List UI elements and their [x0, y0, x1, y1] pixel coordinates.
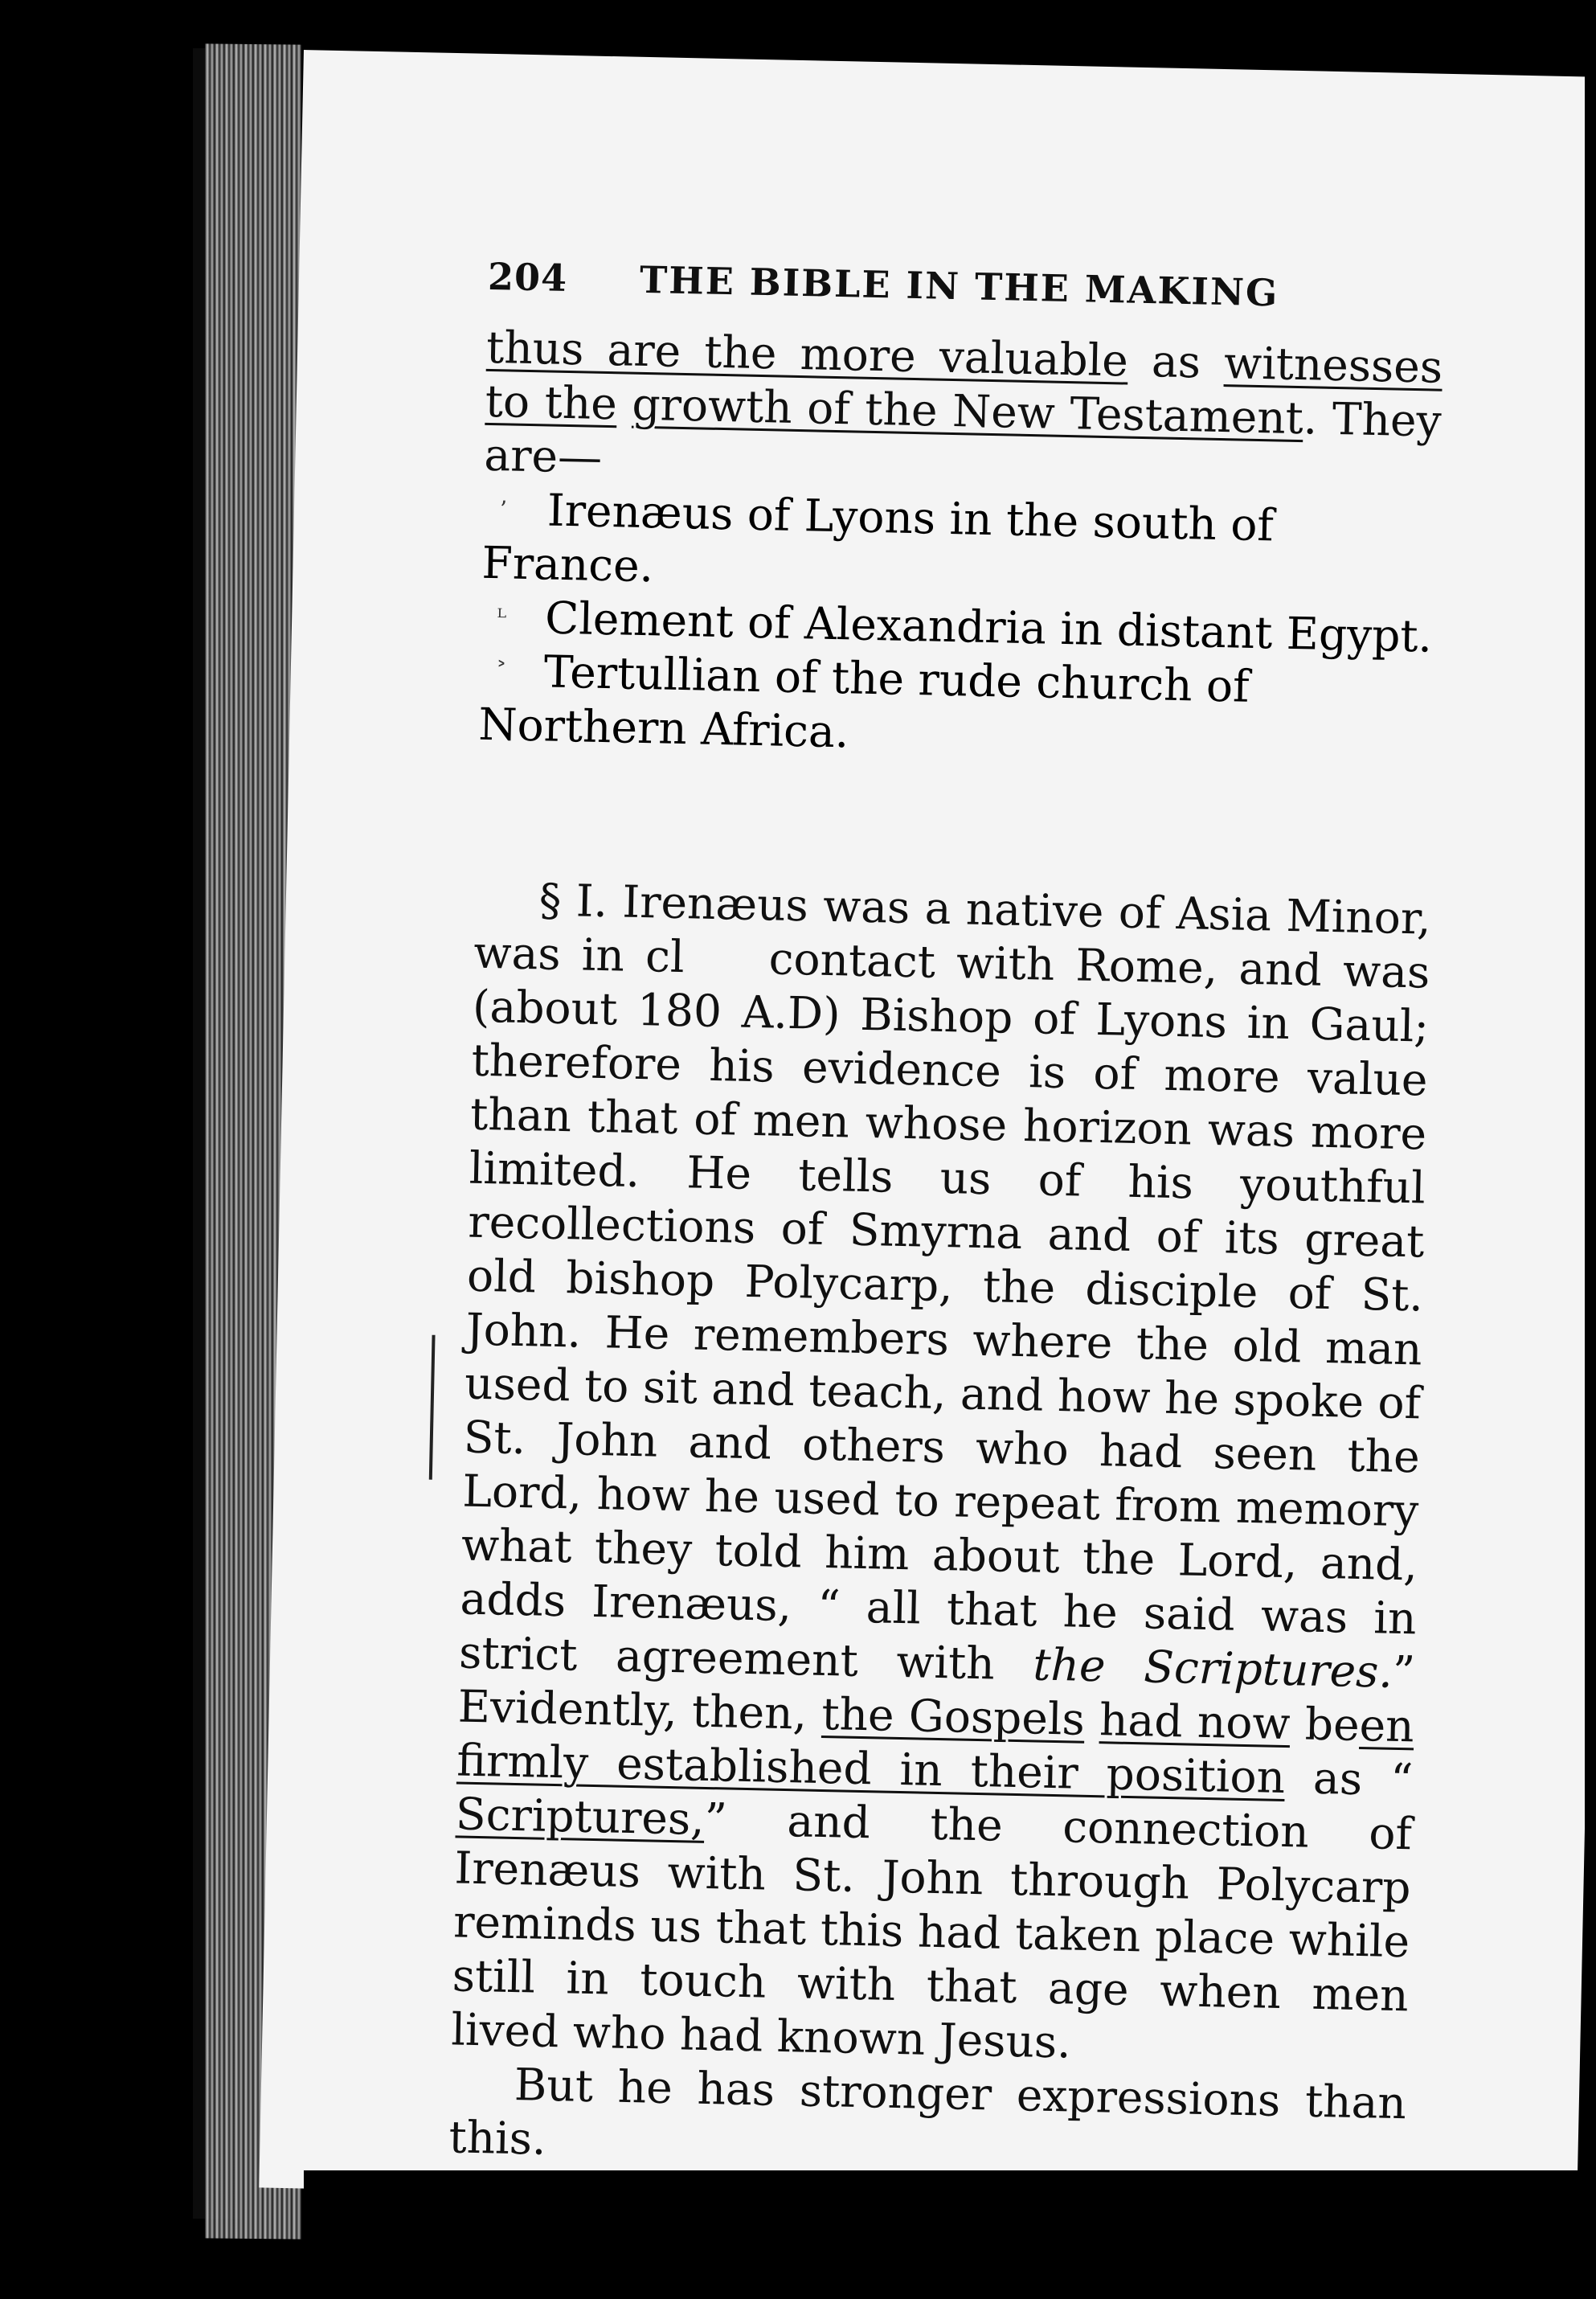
- section-1-text: [1084, 1694, 1100, 1745]
- underlined-scriptures: Scriptures,: [455, 1788, 706, 1845]
- section-1-text: ” Evidently, then,: [457, 1645, 1416, 1740]
- list-item: [481, 482, 1440, 610]
- book-page: [259, 50, 1596, 2215]
- handwritten-number-mark: ˃: [495, 658, 508, 685]
- list-item-text: Tertullian of the rude church of Northern Africa.: [477, 645, 1250, 758]
- intro-paragraph: [484, 321, 1443, 502]
- underlined-witnesses: witnesses to the: [485, 337, 1443, 430]
- list-item: [478, 644, 1437, 772]
- church-fathers-list: [478, 482, 1440, 772]
- underlined-the-gospels: the Gospels: [821, 1687, 1086, 1745]
- running-header: [488, 255, 1445, 318]
- section-spacer: [476, 752, 1434, 892]
- underlined-had-now: had now: [1099, 1694, 1291, 1750]
- section-1-paragraph: [451, 872, 1432, 2077]
- handwritten-number-mark: ᴸ: [496, 604, 507, 631]
- page-number: 204: [487, 254, 568, 300]
- underlined-firmly-established: en firmly established in their position: [456, 1699, 1415, 1804]
- italic-the-scriptures: the Scriptures.: [1032, 1638, 1393, 1698]
- underlined-growth: growth of the New Testament: [631, 378, 1304, 445]
- running-title: THE BIBLE IN THE MAKING: [639, 257, 1279, 315]
- section-1-text: be: [1289, 1698, 1361, 1751]
- bottom-shadow: [304, 2170, 1596, 2299]
- intro-text: as: [1127, 334, 1225, 389]
- list-item-text: Irenæus of Lyons in the south of France.: [481, 484, 1275, 592]
- section-1-text: § I. Irenæus was a native of Asia Minor, was in cl contact with Rome, and was (about 180 A.D) Bishop of Lyons in Gaul; therefore his evidence is of more value than that of men whose horizon was more limited. He tells us of his youthful recollections of Smyrna and of its great old bishop Polycarp, the disciple of St. John. He remembers where the old man used to sit and teach, and how he spoke of St. John and others who had seen the Lord, how he used to repeat from memory what they told him about the Lord, and, adds Irenæus, “ all that he said was in strict agreement with: [458, 874, 1432, 1690]
- page-content: [448, 255, 1444, 2184]
- handwritten-number-mark: ʼ: [498, 496, 507, 523]
- intro-text-end: . They are—: [483, 392, 1443, 483]
- right-edge-shadow: [1585, 0, 1596, 2288]
- closing-paragraph: But he has stronger expressions than this.: [448, 2059, 1407, 2165]
- underlined-more-valuable: more valuable: [799, 328, 1129, 387]
- margin-pencil-mark: [429, 1335, 436, 1480]
- list-item-text: Clement of Alexandria in distant Egypt.: [544, 592, 1433, 662]
- underlined-thus-are-the: thus are the: [485, 321, 801, 380]
- section-1-text: as “: [1284, 1752, 1414, 1806]
- section-1-text: ” and the connection of Irenæus with St. John through Polycarp reminds us that this had taken place while still in touch with that age when men lived who had known Jesus.: [450, 1793, 1413, 2068]
